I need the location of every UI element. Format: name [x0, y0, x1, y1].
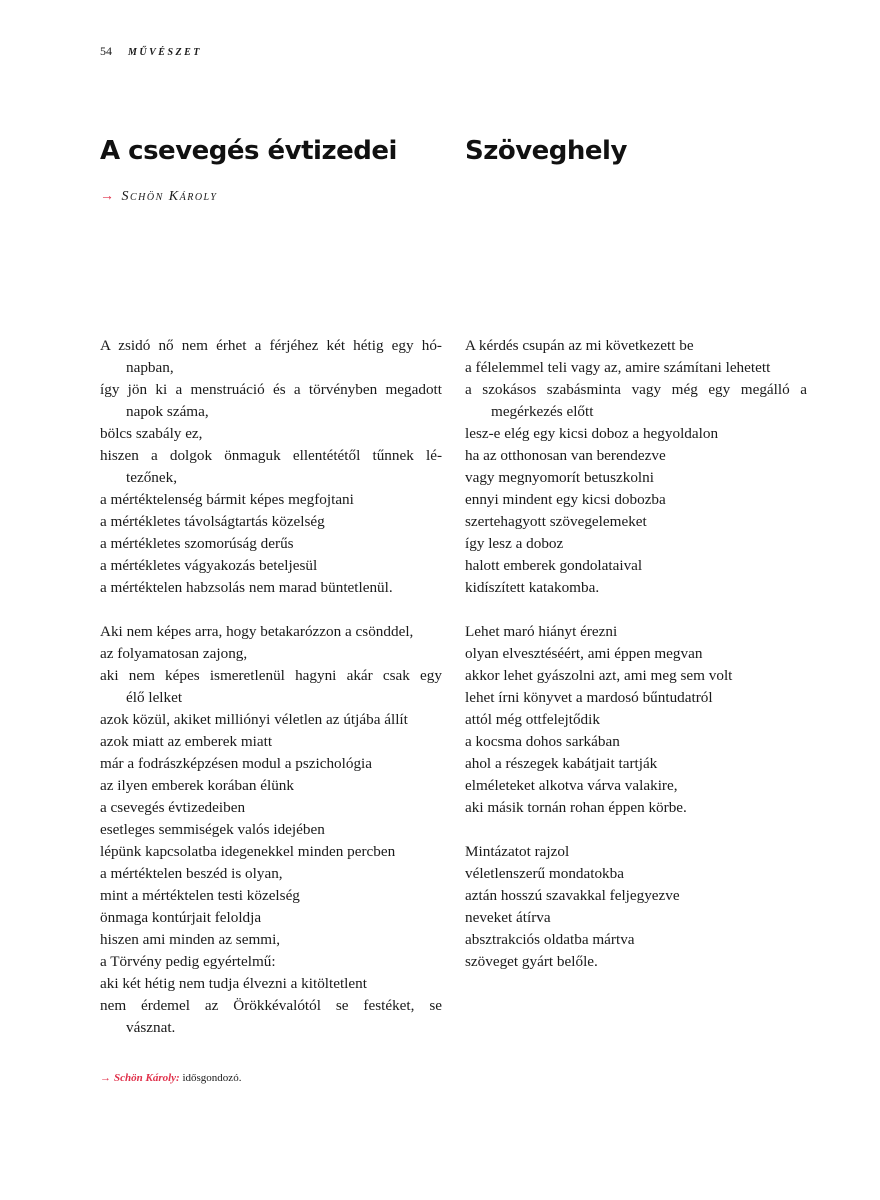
poem-line-continuation: napban,	[126, 359, 174, 376]
author-name: Schön Károly	[121, 189, 218, 204]
section-label: MŰVÉSZET	[128, 47, 202, 58]
poem-line: ennyi mindent egy kicsi dobozba	[465, 491, 666, 508]
poem-left-body	[100, 335, 442, 1061]
poem-line: a félelemmel teli vagy az, amire számítani lehetett	[465, 359, 771, 376]
poem-line: akkor lehet gyászolni azt, ami meg sem volt	[465, 667, 733, 684]
arrow-icon: →	[100, 1072, 111, 1084]
poem-line: önmaga kontúrjait feloldja	[100, 909, 262, 926]
poem-line: kidíszített katakomba.	[465, 579, 600, 596]
poem-line: a mértékletes vágyakozás beteljesül	[100, 557, 318, 574]
poem-line: bölcs szabály ez,	[100, 425, 203, 442]
poem-line: absztrakciós oldatba mártva	[465, 931, 635, 948]
poem-line: a csevegés évtizedeiben	[100, 799, 246, 816]
poem-line-continuation: napok száma,	[126, 403, 209, 420]
poem-line: elméleteket alkotva várva valakire,	[465, 777, 678, 794]
poem-line: az folyamatosan zajong,	[100, 645, 248, 662]
poem-line: neveket átírva	[465, 909, 551, 926]
poem-line: a mértékletes szomorúság derűs	[100, 535, 294, 552]
stanza	[100, 621, 442, 1039]
poem-line: a mértékletes távolságtartás közelség	[100, 513, 325, 530]
poem-line: a mértéktelen beszéd is olyan,	[100, 865, 283, 882]
poem-line: lépünk kapcsolatba idegenekkel minden percben	[100, 843, 396, 860]
poem-line: vagy megnyomorít betuszkolni	[465, 469, 654, 486]
poem-title-left: A csevegés évtizedei	[100, 136, 397, 166]
poem-line: mint a mértéktelen testi közelség	[100, 887, 300, 904]
poem-line: a kocsma dohos sarkában	[465, 733, 620, 750]
poem-line: aztán hosszú szavakkal feljegyezve	[465, 887, 680, 904]
poem-line: azok miatt az emberek miatt	[100, 733, 273, 750]
page-number: 54	[100, 44, 112, 58]
footnote-text: idősgondozó.	[179, 1072, 242, 1084]
poem-line: ha az otthonosan van berendezve	[465, 447, 666, 464]
stanza	[465, 841, 807, 973]
running-header	[100, 44, 202, 59]
poem-line: olyan elvesztéséért, ami éppen megvan	[465, 645, 703, 662]
poem-line: a mértéktelenség bármit képes megfojtani	[100, 491, 354, 508]
poem-line: így lesz a doboz	[465, 535, 564, 552]
arrow-icon: →	[100, 189, 116, 204]
poem-line: aki két hétig nem tudja élvezni a kitöltetlent	[100, 975, 367, 992]
poem-line: szöveget gyárt belőle.	[465, 953, 598, 970]
poem-line: az ilyen emberek korában élünk	[100, 777, 294, 794]
poem-line: azok közül, akiket milliónyi véletlen az útjába állít	[100, 711, 408, 728]
poem-right-body	[465, 335, 807, 995]
poem-title-right: Szöveghely	[465, 136, 627, 166]
stanza	[465, 621, 807, 819]
poem-line: Mintázatot rajzol	[465, 843, 570, 860]
poem-line: aki nem képes ismeretlenül hagyni akár csak egy	[100, 667, 442, 684]
poem-line: aki másik tornán rohan éppen körbe.	[465, 799, 687, 816]
poem-line-continuation: tezőnek,	[126, 469, 178, 486]
poem-line: ahol a részegek kabátjait tartják	[465, 755, 658, 772]
poem-line: halott emberek gondolataival	[465, 557, 643, 574]
poem-line: szertehagyott szövegelemeket	[465, 513, 647, 530]
footnote	[100, 1072, 241, 1084]
author-byline	[100, 189, 217, 205]
poem-line: véletlenszerű mondatokba	[465, 865, 624, 882]
poem-line: a Törvény pedig egyértelmű:	[100, 953, 276, 970]
poem-line: lesz-e elég egy kicsi doboz a hegyoldalon	[465, 425, 719, 442]
poem-line: Lehet maró hiányt érezni	[465, 623, 618, 640]
poem-line: Aki nem képes arra, hogy betakarózzon a csönddel,	[100, 623, 414, 640]
poem-line: így jön ki a menstruáció és a törvényben megadott	[100, 381, 442, 398]
poem-line: nem érdemel az Örökkévalótól se festéket, se	[100, 997, 442, 1014]
poem-line: A kérdés csupán az mi következett be	[465, 337, 694, 354]
poem-line: hiszen a dolgok önmaguk ellentététől tűnnek lé-	[100, 447, 442, 464]
poem-line: már a fodrászképzésen modul a pszichológia	[100, 755, 373, 772]
poem-line: A zsidó nő nem érhet a férjéhez két hétig egy hó-	[100, 337, 442, 354]
poem-line: a mértéktelen habzsolás nem marad büntetlenül.	[100, 579, 393, 596]
poem-line-continuation: vásznat.	[126, 1019, 176, 1036]
poem-line: a szokásos szabásminta vagy még egy megálló a	[465, 381, 807, 398]
footnote-name: Schön Károly:	[114, 1072, 180, 1084]
poem-line: hiszen ami minden az semmi,	[100, 931, 281, 948]
stanza	[465, 335, 807, 599]
stanza	[100, 335, 442, 599]
poem-line-continuation: megérkezés előtt	[491, 403, 594, 420]
poem-line: esetleges semmiségek valós idejében	[100, 821, 325, 838]
poem-line: attól még ottfelejtődik	[465, 711, 600, 728]
poem-line: lehet írni könyvet a mardosó bűntudatról	[465, 689, 713, 706]
poem-line-continuation: élő lelket	[126, 689, 183, 706]
